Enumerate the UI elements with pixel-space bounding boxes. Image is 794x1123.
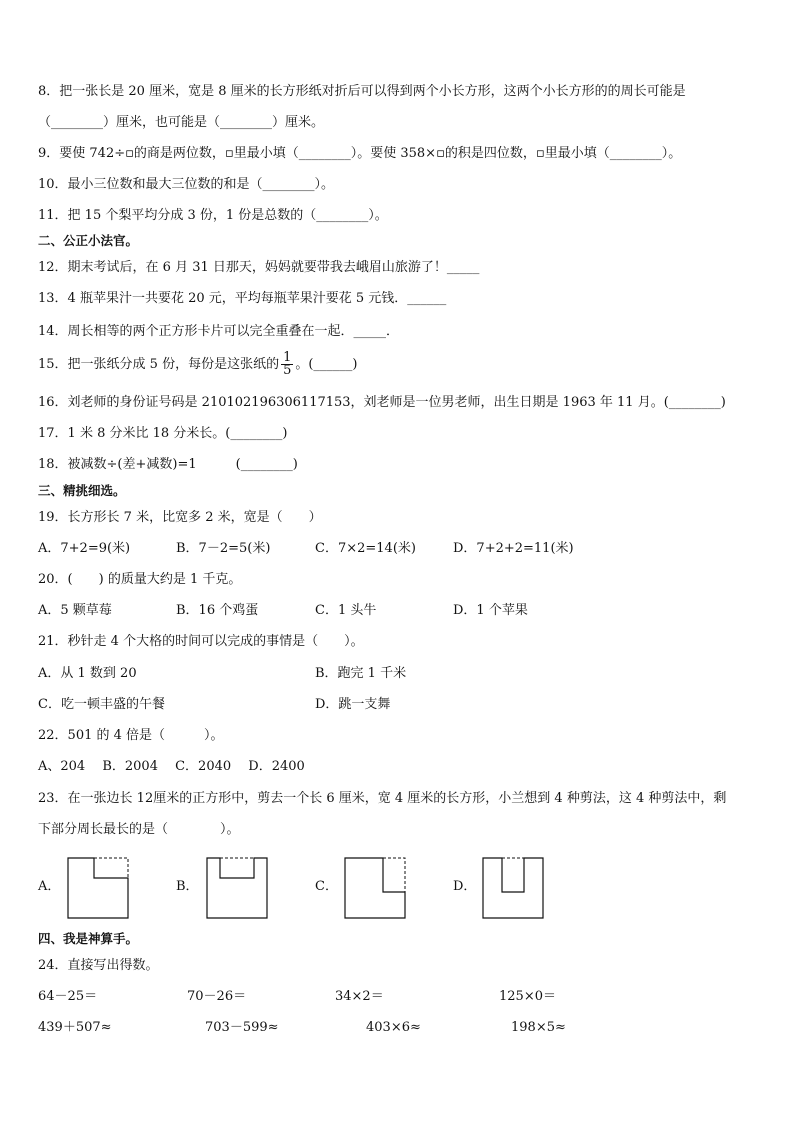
question-18: 18．被减数÷(差+减数)=1 (________) xyxy=(38,457,298,472)
calc-item: 64－25＝ xyxy=(38,989,98,1004)
figure-b-outline xyxy=(207,858,267,918)
figure-d-square-cut-deep-middle xyxy=(481,856,547,922)
question-19-option-c: C．7×2=14(米) xyxy=(315,541,416,556)
question-23-line-2: 下部分周长最长的是（ ）。 xyxy=(38,822,240,837)
calc-item: 403×6≈ xyxy=(366,1020,421,1035)
fraction-numerator: 1 xyxy=(283,350,292,365)
calc-item: 703－599≈ xyxy=(205,1020,279,1035)
calc-item: 34×2＝ xyxy=(335,989,384,1004)
figure-c-label: C． xyxy=(315,879,338,894)
section-3-heading: 三、精挑细选。 xyxy=(38,483,126,498)
fraction-denominator: 5 xyxy=(283,363,292,378)
question-16: 16．刘老师的身份证号码是 210102196306117153，刘老师是一位男老师，出生日期是 1963 年 11 月。(________) xyxy=(38,395,726,410)
question-19-option-d: D．7+2+2=11(米) xyxy=(453,541,574,556)
question-15-tail: 。(______) xyxy=(295,357,358,372)
question-15 xyxy=(38,352,358,377)
question-13: 13．4 瓶苹果汁一共要花 20 元，平均每瓶苹果汁要花 5 元钱．______ xyxy=(38,291,447,306)
section-2-heading: 二、公正小法官。 xyxy=(38,233,139,248)
question-19-option-a: A．7+2=9(米) xyxy=(38,541,131,556)
question-21-option-d: D．跳一支舞 xyxy=(315,697,391,712)
figure-a-outline xyxy=(68,858,128,918)
question-11: 11．把 15 个梨平均分成 3 份，1 份是总数的（________）。 xyxy=(38,208,388,223)
figure-b-square-cut-top-middle xyxy=(205,856,271,922)
question-21-stem: 21．秒针走 4 个大格的时间可以完成的事情是（ ）。 xyxy=(38,634,364,649)
question-21-option-b: B．跑完 1 千米 xyxy=(315,666,407,681)
question-8-line-2: （________）厘米，也可能是（________）厘米。 xyxy=(38,115,325,130)
figure-a-cut-dashed xyxy=(94,858,128,878)
figure-c-square-cut-right-side xyxy=(343,856,409,922)
question-22-options: A、204 B．2004 C．2040 D．2400 xyxy=(38,759,305,774)
question-8-line-1: 8．把一张长是 20 厘米，宽是 8 厘米的长方形纸对折后可以得到两个小长方形，这两个小长方形的的周长可能是 xyxy=(38,84,686,99)
figure-b-label: B． xyxy=(176,879,199,894)
question-20-option-d: D．1 个苹果 xyxy=(453,603,528,618)
calc-item: 439＋507≈ xyxy=(38,1020,112,1035)
question-21-option-a: A．从 1 数到 20 xyxy=(38,666,137,681)
question-23-line-1: 23．在一张边长 12厘米的正方形中，剪去一个长 6 厘米，宽 4 厘米的长方形，小兰想到 4 种剪法，这 4 种剪法中，剩 xyxy=(38,791,727,806)
fraction-one-fifth xyxy=(281,352,293,377)
figure-a-square-cut-top-right xyxy=(66,856,132,922)
question-20-stem: 20．( ) 的质量大约是 1 千克。 xyxy=(38,572,242,587)
question-12: 12．期末考试后，在 6 月 31 日那天，妈妈就要带我去峨眉山旅游了！_____ xyxy=(38,260,480,275)
question-15-text: 15．把一张纸分成 5 份，每份是这张纸的 xyxy=(38,357,280,372)
calc-item: 70－26＝ xyxy=(187,989,247,1004)
figure-a-label: A． xyxy=(38,879,61,894)
figure-d-outline xyxy=(483,858,543,918)
figure-c-outline xyxy=(345,858,405,918)
calc-item: 198×5≈ xyxy=(511,1020,566,1035)
question-22-stem: 22．501 的 4 倍是（ ）。 xyxy=(38,728,224,743)
question-9: 9．要使 742÷▫的商是两位数，▫里最小填（________）。要使 358×▫的积是四位数，▫里最小填（________）。 xyxy=(38,146,682,161)
question-20-option-c: C．1 头牛 xyxy=(315,603,377,618)
figure-c-cut-dashed xyxy=(383,858,405,892)
question-19-option-b: B．7－2=5(米) xyxy=(176,541,271,556)
question-20-option-b: B．16 个鸡蛋 xyxy=(176,603,259,618)
question-17: 17．1 米 8 分米比 18 分米长。(________) xyxy=(38,426,288,441)
question-10: 10．最小三位数和最大三位数的和是（________）。 xyxy=(38,177,335,192)
question-21-option-c: C．吃一顿丰盛的午餐 xyxy=(38,697,165,712)
figure-d-label: D． xyxy=(453,879,477,894)
question-24-stem: 24．直接写出得数。 xyxy=(38,958,159,973)
question-19-stem: 19．长方形长 7 米，比宽多 2 米，宽是（ ） xyxy=(38,510,322,525)
calc-item: 125×0＝ xyxy=(499,989,556,1004)
question-14: 14．周长相等的两个正方形卡片可以完全重叠在一起．_____． xyxy=(38,324,400,339)
section-4-heading: 四、我是神算手。 xyxy=(38,931,139,946)
question-20-option-a: A．5 颗草莓 xyxy=(38,603,112,618)
